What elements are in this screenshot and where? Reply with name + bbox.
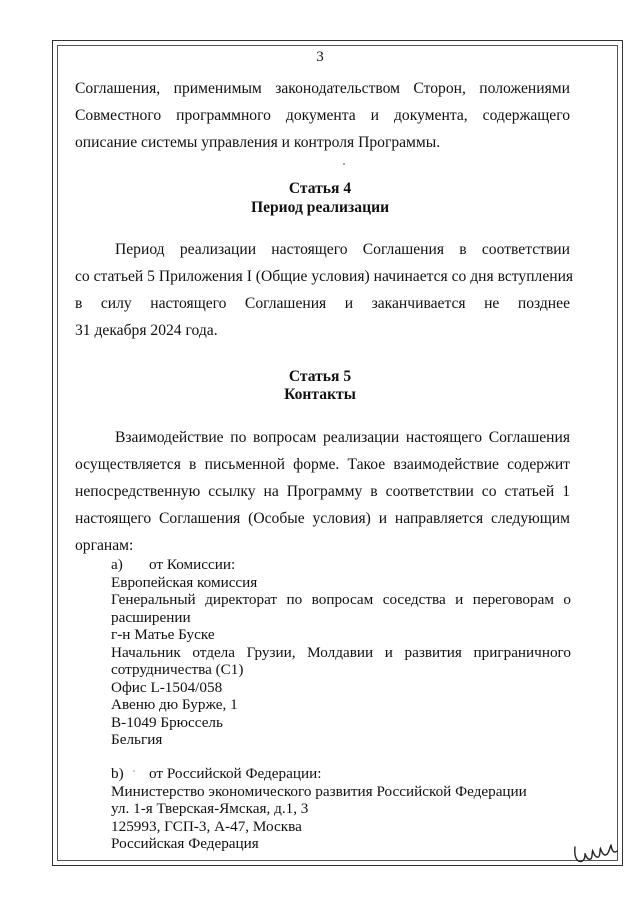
address-line: B-1049 Брюссель <box>111 713 223 731</box>
text-line: осуществляется в письменной форме. Такое взаимодействие содержит <box>75 456 570 473</box>
page-number: 3 <box>316 49 324 65</box>
address-line: Начальник отдела Грузии, Молдавии и развития приграничного <box>111 643 571 661</box>
address-line: ул. 1-я Тверская-Ямская, д.1, 3 <box>111 800 309 817</box>
address-line: сотрудничества (C1) <box>111 661 244 678</box>
text-line: Взаимодействие по вопросам реализации настоящего Соглашения <box>115 429 570 446</box>
address-line: 125993, ГСП-3, А-47, Москва <box>111 817 302 835</box>
article-5-title: Контакты <box>284 386 356 403</box>
address-line: расширении <box>111 608 191 626</box>
intro-paragraph <box>75 75 570 156</box>
article-4-title: Период реализации <box>250 199 390 216</box>
text-line: непосредственную ссылку на Программу в соответствии со статьей 1 <box>75 483 570 500</box>
address-line: г-н Матье Буске <box>111 626 215 643</box>
contact-heading <box>111 556 571 574</box>
text-line: в силу настоящего Соглашения и заканчивается не позднее <box>75 295 570 312</box>
article-5-paragraph <box>75 424 570 559</box>
article-5-number: Статья 5 <box>288 368 352 385</box>
scan-speck <box>343 163 345 165</box>
text-line: настоящего Соглашения (Особые условия) и направляется следующим <box>75 510 570 527</box>
text-line: со статьей 5 Приложения I (Общие условия) начинается со дня вступления <box>75 268 574 285</box>
contact-heading-text: от Российской Федерации: <box>149 765 322 782</box>
text-line: Соглашения, применимым законодательством Сторон, положениями <box>75 80 570 97</box>
scan-speck <box>133 770 135 772</box>
address-line: Бельгия <box>111 731 163 748</box>
contact-heading <box>111 765 571 783</box>
address-line: Авеню дю Бурже, 1 <box>111 696 238 713</box>
address-line: Российская Федерация <box>111 835 259 852</box>
address-line: Министерство экономического развития Российской Федерации <box>111 782 527 800</box>
article-4-paragraph <box>75 236 574 344</box>
list-marker: a) <box>111 556 123 573</box>
text-line: описание системы управления и контроля Программы. <box>75 134 441 151</box>
address-line: Офис L-1504/058 <box>111 678 223 696</box>
text-line: 31 декабря 2024 года. <box>75 322 218 339</box>
contact-russian-federation <box>111 765 571 853</box>
address-line: Генеральный директорат по вопросам соседства и переговорам о <box>111 591 571 608</box>
text-line: органам: <box>75 537 134 554</box>
article-4-number: Статья 4 <box>288 180 352 197</box>
text-line: Период реализации настоящего Соглашения в соответствии <box>115 241 570 258</box>
text-line: Совместного программного документа и документа, содержащего <box>75 107 570 124</box>
contact-heading-text: от Комиссии: <box>149 556 236 573</box>
list-marker: b) <box>111 765 124 782</box>
address-line: Европейская комиссия <box>111 573 258 591</box>
contact-commission <box>111 556 571 749</box>
